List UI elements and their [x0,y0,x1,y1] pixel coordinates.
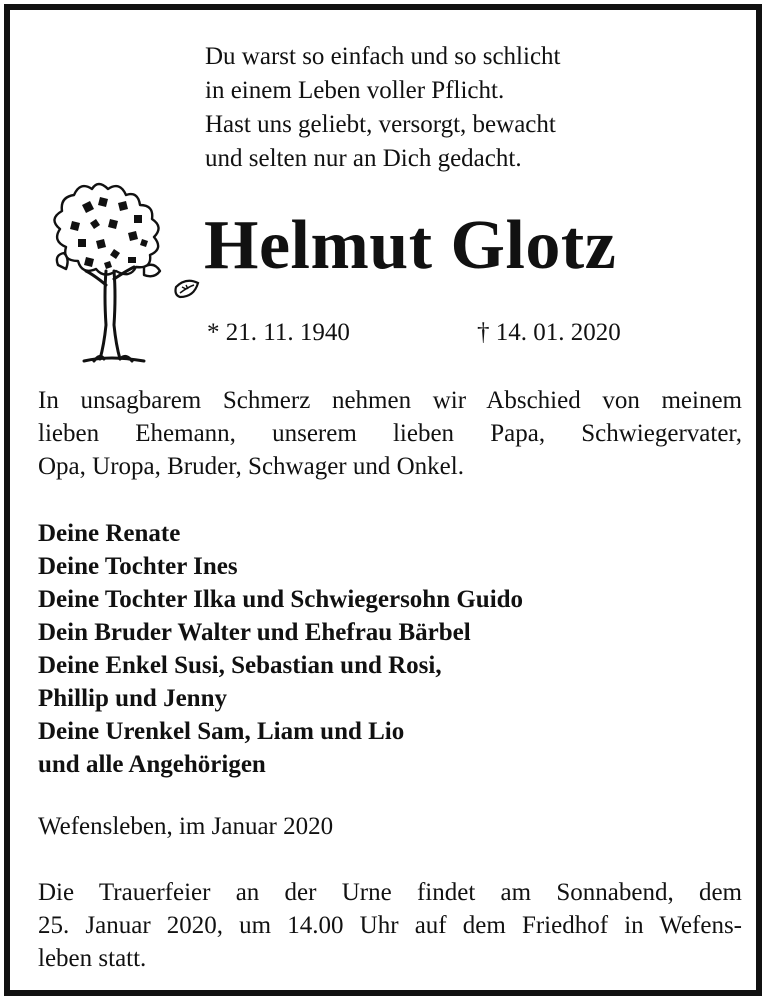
poem-line: Hast uns geliebt, versorgt, bewacht [205,111,556,138]
farewell-line: lieben Ehemann, unserem lieben Papa, Schwiegervater, [38,420,742,447]
farewell-line: In unsagbarem Schmerz nehmen wir Abschied von meinem [38,387,742,414]
mourner-line: Deine Tochter Ilka und Schwiegersohn Guido [38,586,524,613]
mourner-line: Deine Urenkel Sam, Liam und Lio [38,718,405,745]
funeral-line: 25. Januar 2020, um 14.00 Uhr auf dem Friedhof in Wefens- [38,912,742,939]
funeral-notice [38,876,742,975]
deceased-name: Helmut Glotz [204,207,617,284]
farewell-line: Opa, Uropa, Bruder, Schwager und Onkel. [38,453,464,480]
tree-icon [34,175,214,365]
mourner-line: Dein Bruder Walter und Ehefrau Bärbel [38,619,471,646]
mourners-list [38,517,738,781]
mourner-line: Deine Enkel Susi, Sebastian und Rosi, [38,652,442,679]
mourner-line: Phillip und Jenny [38,685,227,712]
mourner-line: Deine Renate [38,520,181,547]
birth-date: * 21. 11. 1940 [207,319,350,346]
poem [205,40,725,176]
poem-line: in einem Leben voller Pflicht. [205,77,505,104]
place-date: Wefensleben, im Januar 2020 [38,813,334,840]
poem-line: und selten nur an Dich gedacht. [205,145,522,172]
poem-line: Du warst so einfach und so schlicht [205,43,561,70]
mourner-line: Deine Tochter Ines [38,553,238,580]
obituary-frame [4,4,762,996]
mourner-line: und alle Angehörigen [38,751,266,778]
farewell-text [38,384,742,483]
funeral-line: Die Trauerfeier an der Urne findet am Sonnabend, dem [38,879,742,906]
death-date: † 14. 01. 2020 [477,319,621,346]
falling-leaf-icon [176,281,199,297]
funeral-line: leben statt. [38,945,147,972]
